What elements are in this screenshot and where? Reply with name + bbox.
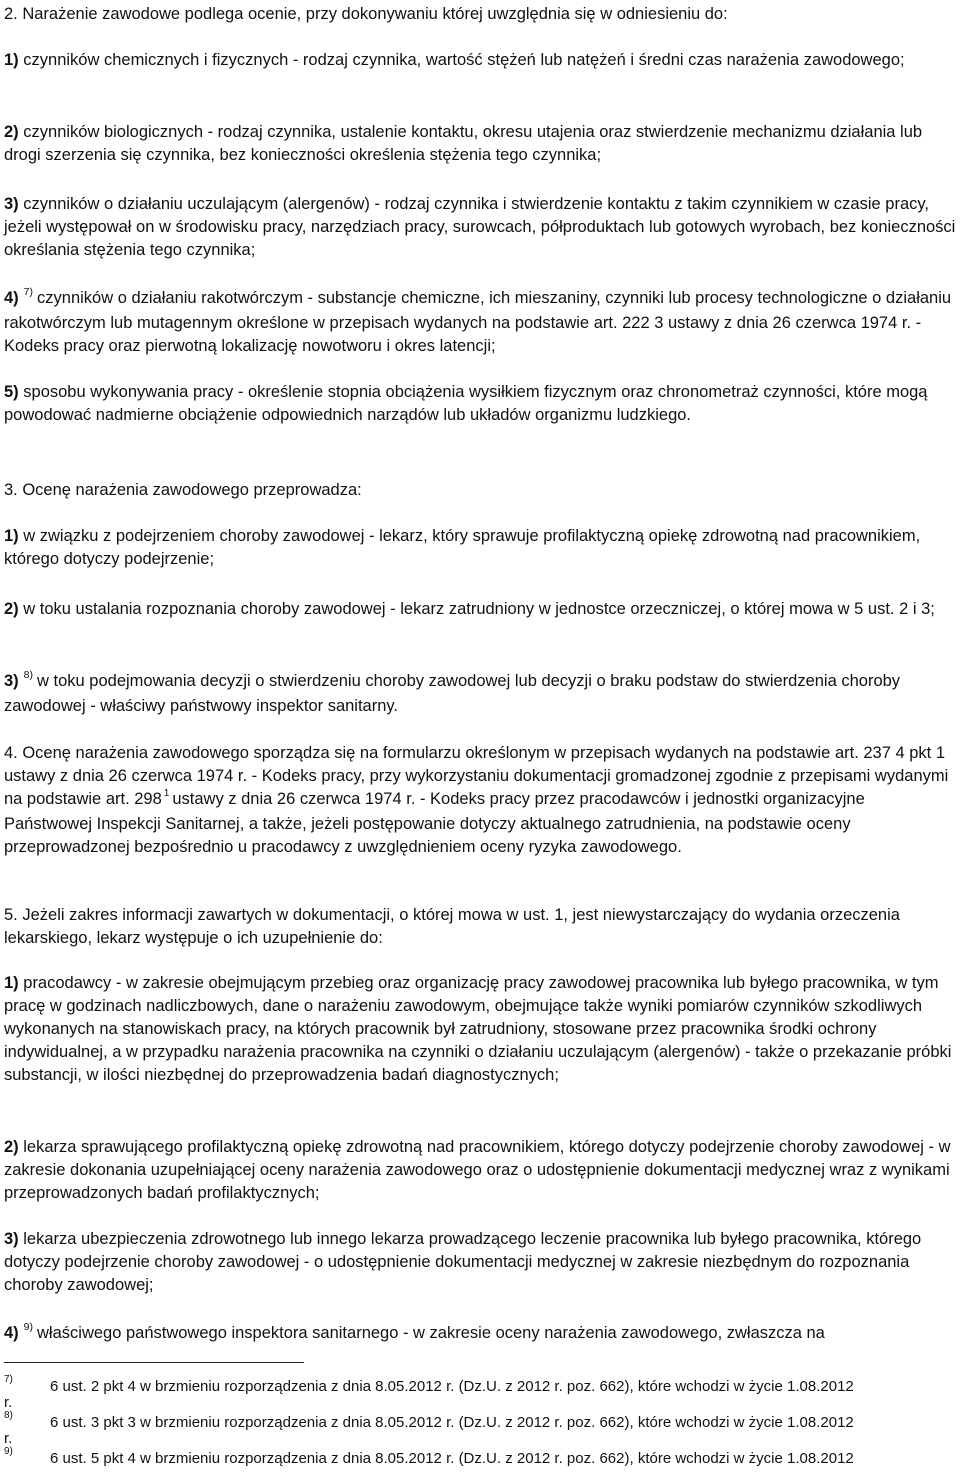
item-text: czynników biologicznych - rodzaj czynnika, ustalenie kontaktu, okresu utajenia oraz stwierdzenie mechanizmu działania lub drogi szerzenia się czynnika, bez konieczności określenia stężenia tego czynnika; [4,123,923,164]
section-5-item-1 [4,972,956,1087]
footnote-ref: 7) [23,286,34,298]
section-5-item-4 [4,1322,956,1347]
section-3-intro: 3. Ocenę narażenia zawodowego przeprowadza: [4,481,362,499]
item-number: 5) [4,383,19,401]
footnote-mark: 8) [4,1410,13,1421]
footnote-ref: 8) [23,669,34,681]
item-text: sposobu wykonywania pracy - określenie stopnia obciążenia wysiłkiem fizycznym oraz chronometraż czynności, które mogą powodować nadmierne obciążenie odpowiednich narządów lub układów organizmu ludzkiego. [4,383,928,424]
item-number: 1) [4,51,19,69]
footnote-mark: 9) [4,1446,13,1457]
item-number: 4) [4,1324,19,1342]
footnote-mark: 7) [4,1374,13,1385]
item-text: czynników o działaniu rakotwórczym - substancje chemiczne, ich mieszaniny, czynniki lub procesy technologiczne o działaniu rakotwórczym lub mutagennym określone w przepisach wydanych na podstawie art. 222 3 ustawy z dnia 26 czerwca 1974 r. - Kodeks pracy oraz pierwotną lokalizację nowotworu i okres latencji; [4,289,952,355]
item-text: w toku podejmowania decyzji o stwierdzeniu choroby zawodowej lub decyzji o braku podstaw do stwierdzenia choroby zawodowej - właściwy państwowy inspektor sanitarny. [4,672,901,715]
item-text: czynników chemicznych i fizycznych - rodzaj czynnika, wartość stężeń lub natężeń i średni czas narażenia zawodowego; [23,51,905,69]
item-number: 1) [4,527,19,545]
item-text: czynników o działaniu uczulającym (alergenów) - rodzaj czynnika i stwierdzenie kontaktu z takim czynnikiem w czasie pracy, jeżeli występował on w środowisku pracy, narzędziach pracy, surowcach, półproduktach lub gotowych wyrobach, bez konieczności określania stężenia tego czynnika; [4,195,956,259]
section-3-item-1 [4,525,956,571]
section-5-item-2 [4,1136,956,1205]
item-number: 3) [4,672,19,690]
footnote-text: 6 ust. 3 pkt 3 w brzmieniu rozporządzenia z dnia 8.05.2012 r. (Dz.U. z 2012 r. poz. 662), które wchodzi w życie 1.08.2012 [50,1414,854,1431]
item-number: 3) [4,195,19,213]
superscript: 1 [163,788,170,799]
section-3-item-3 [4,670,956,718]
item-text: pracodawcy - w zakresie obejmującym przebieg oraz organizację pracy zawodowej pracownika lub byłego pracownika, w tym pracę w godzinach nadliczbowych, dane o narażeniu zawodowym, obejmujące także wyniki pomiarów czynników szkodliwych wykonanych na stanowiskach pracy, na których pracownik był zatrudniony, stosowane przez pracownika środki ochrony indywidualnej, a w przypadku narażenia pracownika na czynniki o działaniu uczulającym (alergenów) - także o przekazanie próbki substancji, w ilości niezbędnej do przeprowadzenia badań diagnostycznych; [4,974,952,1084]
section-2-item-3 [4,193,956,262]
footnote-divider [4,1362,304,1363]
paragraph-text: 4. Ocenę narażenia zawodowego sporządza się na formularzu określonym w przepisach wydanych na podstawie art. 237 4 pkt 1 ustawy z dnia 26 czerwca 1974 r. - Kodeks pracy, przy wykorzystaniu dokumentacji gromadzonej zgodnie z przepisami wydanymi na podstawie art. 298 [4,744,949,808]
section-2-intro: 2. Narażenie zawodowe podlega ocenie, przy dokonywaniu której uwzględnia się w odniesieniu do: [4,5,728,23]
paragraph-text: ustawy z dnia 26 czerwca 1974 r. - Kodeks pracy przez pracodawców i jednostki organizacyjne Państwowej Inspekcji Sanitarnej, a także, jeżeli postępowanie dotyczy aktualnego zatrudnienia, na podstawie oceny przeprowadzonej bezpośrednio u pracodawcy z uwzględnieniem oceny ryzyka zawodowego. [4,790,865,856]
item-text: lekarza sprawującego profilaktyczną opiekę zdrowotną nad pracownikiem, którego dotyczy podejrzenie choroby zawodowej - w zakresie dokonania uzupełniającej oceny narażenia zawodowego oraz o udostępnienie dokumentacji medycznej wraz z wynikami przeprowadzonych badań profilaktycznych; [4,1138,951,1202]
section-2-item-1 [4,49,956,72]
item-number: 2) [4,1138,19,1156]
item-number: 2) [4,123,19,141]
footnote-ref: 9) [23,1321,34,1333]
item-text: w toku ustalania rozpoznania choroby zawodowej - lekarz zatrudniony w jednostce orzeczniczej, o której mowa w 5 ust. 2 i 3; [23,600,935,618]
section-2-item-2 [4,121,956,167]
section-5-intro: 5. Jeżeli zakres informacji zawartych w dokumentacji, o której mowa w ust. 1, jest niewystarczający do wydania orzeczenia lekarskiego, lekarz występuje o ich uzupełnienie do: [4,906,900,947]
item-number: 2) [4,600,19,618]
section-2-item-5 [4,381,956,427]
section-5-item-3 [4,1228,956,1297]
footnote-text: 6 ust. 2 pkt 4 w brzmieniu rozporządzenia z dnia 8.05.2012 r. (Dz.U. z 2012 r. poz. 662), które wchodzi w życie 1.08.2012 [50,1378,854,1395]
footnote-continuation: r. [4,1430,13,1447]
footnote-continuation: r. [4,1394,13,1411]
item-text: w związku z podejrzeniem choroby zawodowej - lekarz, który sprawuje profilaktyczną opiekę zdrowotną nad pracownikiem, którego dotyczy podejrzenie; [4,527,921,568]
section-4 [4,742,956,859]
item-number: 3) [4,1230,19,1248]
item-number: 4) [4,289,19,307]
item-text: właściwego państwowego inspektora sanitarnego - w zakresie oceny narażenia zawodowego, zwłaszcza na [37,1324,825,1342]
section-3-item-2 [4,598,956,621]
section-2-item-4 [4,287,956,358]
item-text: lekarza ubezpieczenia zdrowotnego lub innego lekarza prowadzącego leczenie pracownika lub byłego pracownika, którego dotyczy podejrzenie choroby zawodowej - o udostępnienie dokumentacji medycznej w zakresie niezbędnym do rozpoznania choroby zawodowej; [4,1230,922,1294]
footnote-text: 6 ust. 5 pkt 4 w brzmieniu rozporządzenia z dnia 8.05.2012 r. (Dz.U. z 2012 r. poz. 662), które wchodzi w życie 1.08.2012 [50,1450,854,1467]
item-number: 1) [4,974,19,992]
